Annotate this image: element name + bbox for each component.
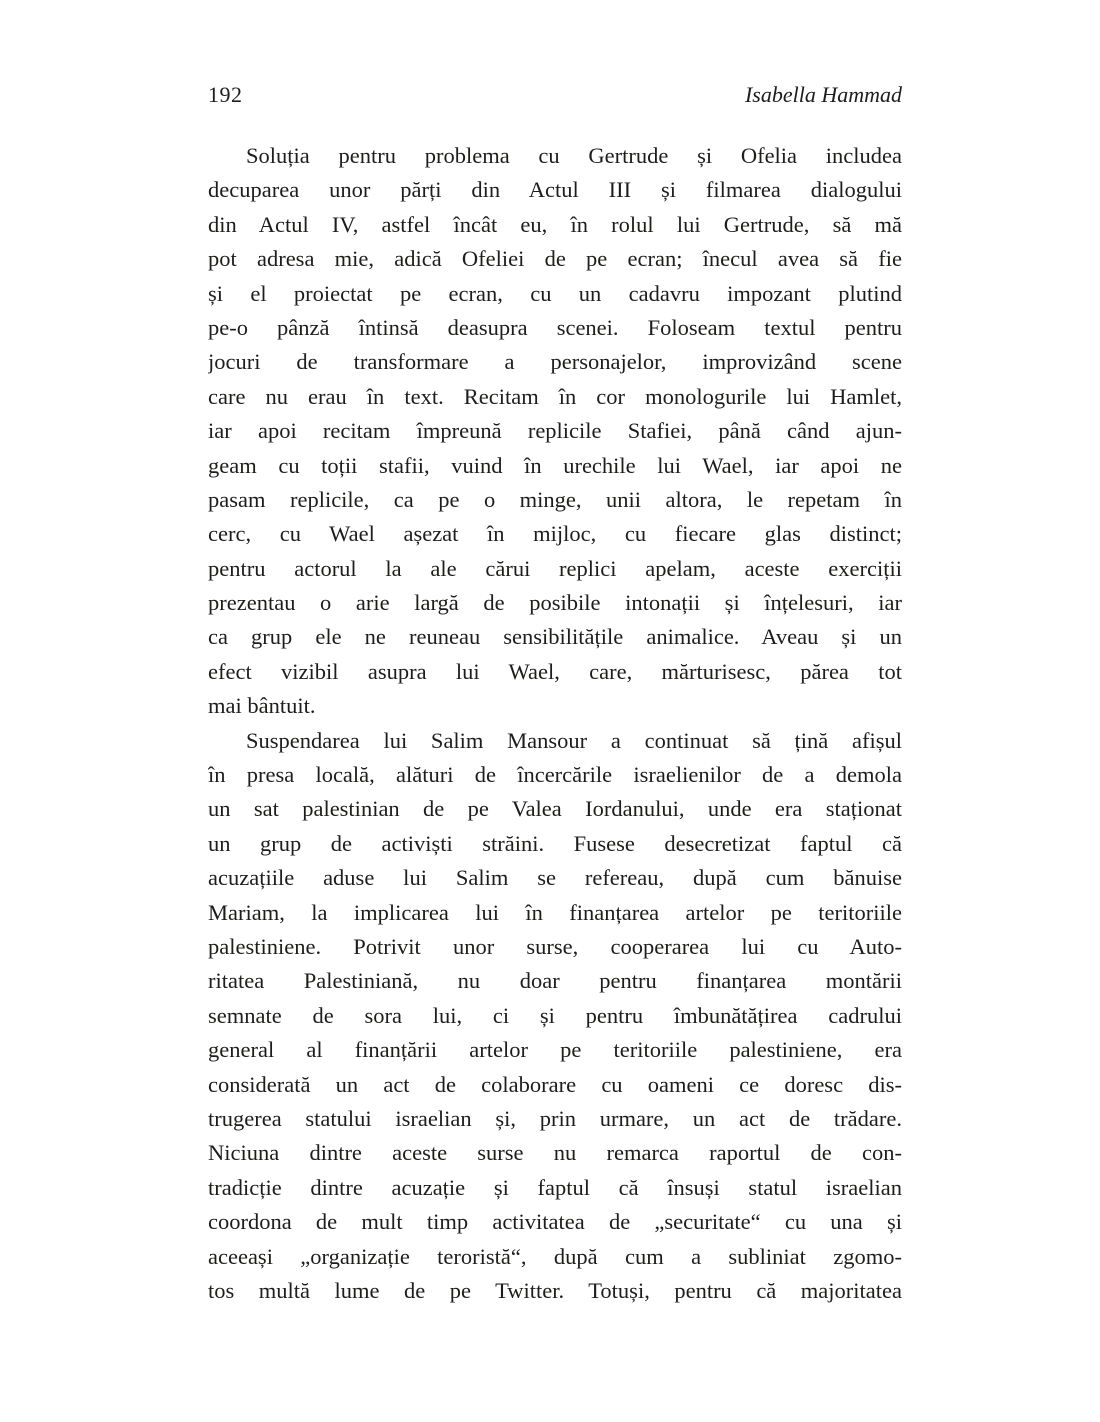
body-line: iar apoi recitam împreună replicile Stafiei, până când ajun- [208, 418, 902, 444]
body-line: pentru actorul la ale cărui replici apelam, aceste exerciții [208, 555, 902, 581]
body-line: prezentau o arie largă de posibile intonații și înțelesuri, iar [208, 590, 902, 616]
body-line: semnate de sora lui, ci și pentru îmbunătățirea cadrului [208, 1002, 902, 1028]
running-header [208, 82, 902, 108]
body-line: trugerea statului israelian și, prin urmare, un act de trădare. [208, 1105, 902, 1131]
body-line: din Actul IV, astfel încât eu, în rolul lui Gertrude, să mă [208, 211, 902, 237]
body-line: general al finanțării artelor pe teritoriile palestiniene, era [208, 1037, 902, 1063]
body-line: palestiniene. Potrivit unor surse, cooperarea lui cu Auto- [208, 933, 902, 959]
body-line: decuparea unor părți din Actul III și filmarea dialogului [208, 177, 902, 203]
body-line: Suspendarea lui Salim Mansour a continuat să țină afișul [246, 727, 902, 753]
body-line: Mariam, la implicarea lui în finanțarea artelor pe teritoriile [208, 899, 902, 925]
page-number: 192 [208, 82, 243, 107]
body-line: un grup de activiști străini. Fusese desecretizat faptul că [208, 830, 902, 856]
page-body [208, 139, 902, 1308]
body-line: Soluția pentru problema cu Gertrude și Ofelia includea [246, 143, 902, 168]
body-line: tos multă lume de pe Twitter. Totuși, pentru că majoritatea [208, 1277, 902, 1303]
body-line: cerc, cu Wael așezat în mijloc, cu fiecare glas distinct; [208, 521, 902, 547]
paragraph [208, 724, 902, 1309]
body-line: pot adresa mie, adică Ofeliei de pe ecran; înecul avea să fie [208, 246, 902, 272]
body-line: pe-o pânză întinsă deasupra scenei. Foloseam textul pentru [208, 314, 902, 340]
body-line: jocuri de transformare a personajelor, improvizând scene [208, 349, 902, 375]
body-line: pasam replicile, ca pe o minge, unii altora, le repetam în [208, 486, 902, 512]
body-line: și el proiectat pe ecran, cu un cadavru impozant plutind [208, 280, 902, 306]
body-line: Niciuna dintre aceste surse nu remarca raportul de con- [208, 1140, 902, 1166]
author-name: Isabella Hammad [744, 82, 902, 107]
body-line: tradicție dintre acuzație și faptul că însuși statul israelian [208, 1174, 902, 1200]
body-line: mai bântuit. [208, 693, 316, 719]
body-line: efect vizibil asupra lui Wael, care, mărturisesc, părea tot [208, 658, 902, 684]
body-line: ritatea Palestiniană, nu doar pentru finanțarea montării [208, 968, 902, 994]
body-line: în presa locală, alături de încercările israelienilor de a demola [208, 762, 902, 788]
body-line: acuzațiile aduse lui Salim se refereau, după cum bănuise [208, 865, 902, 891]
body-line: coordona de mult timp activitatea de „securitate“ cu una și [208, 1209, 902, 1235]
body-line: un sat palestinian de pe Valea Iordanului, unde era staționat [208, 796, 902, 822]
body-line: geam cu toții stafii, vuind în urechile lui Wael, iar apoi ne [208, 452, 902, 478]
body-line: aceeași „organizație teroristă“, după cum a subliniat zgomo- [208, 1243, 902, 1269]
paragraph [208, 139, 902, 724]
body-line: care nu erau în text. Recitam în cor monologurile lui Hamlet, [208, 383, 902, 409]
body-line: ca grup ele ne reuneau sensibilitățile animalice. Aveau și un [208, 624, 902, 650]
body-line: considerată un act de colaborare cu oameni ce doresc dis- [208, 1071, 902, 1097]
